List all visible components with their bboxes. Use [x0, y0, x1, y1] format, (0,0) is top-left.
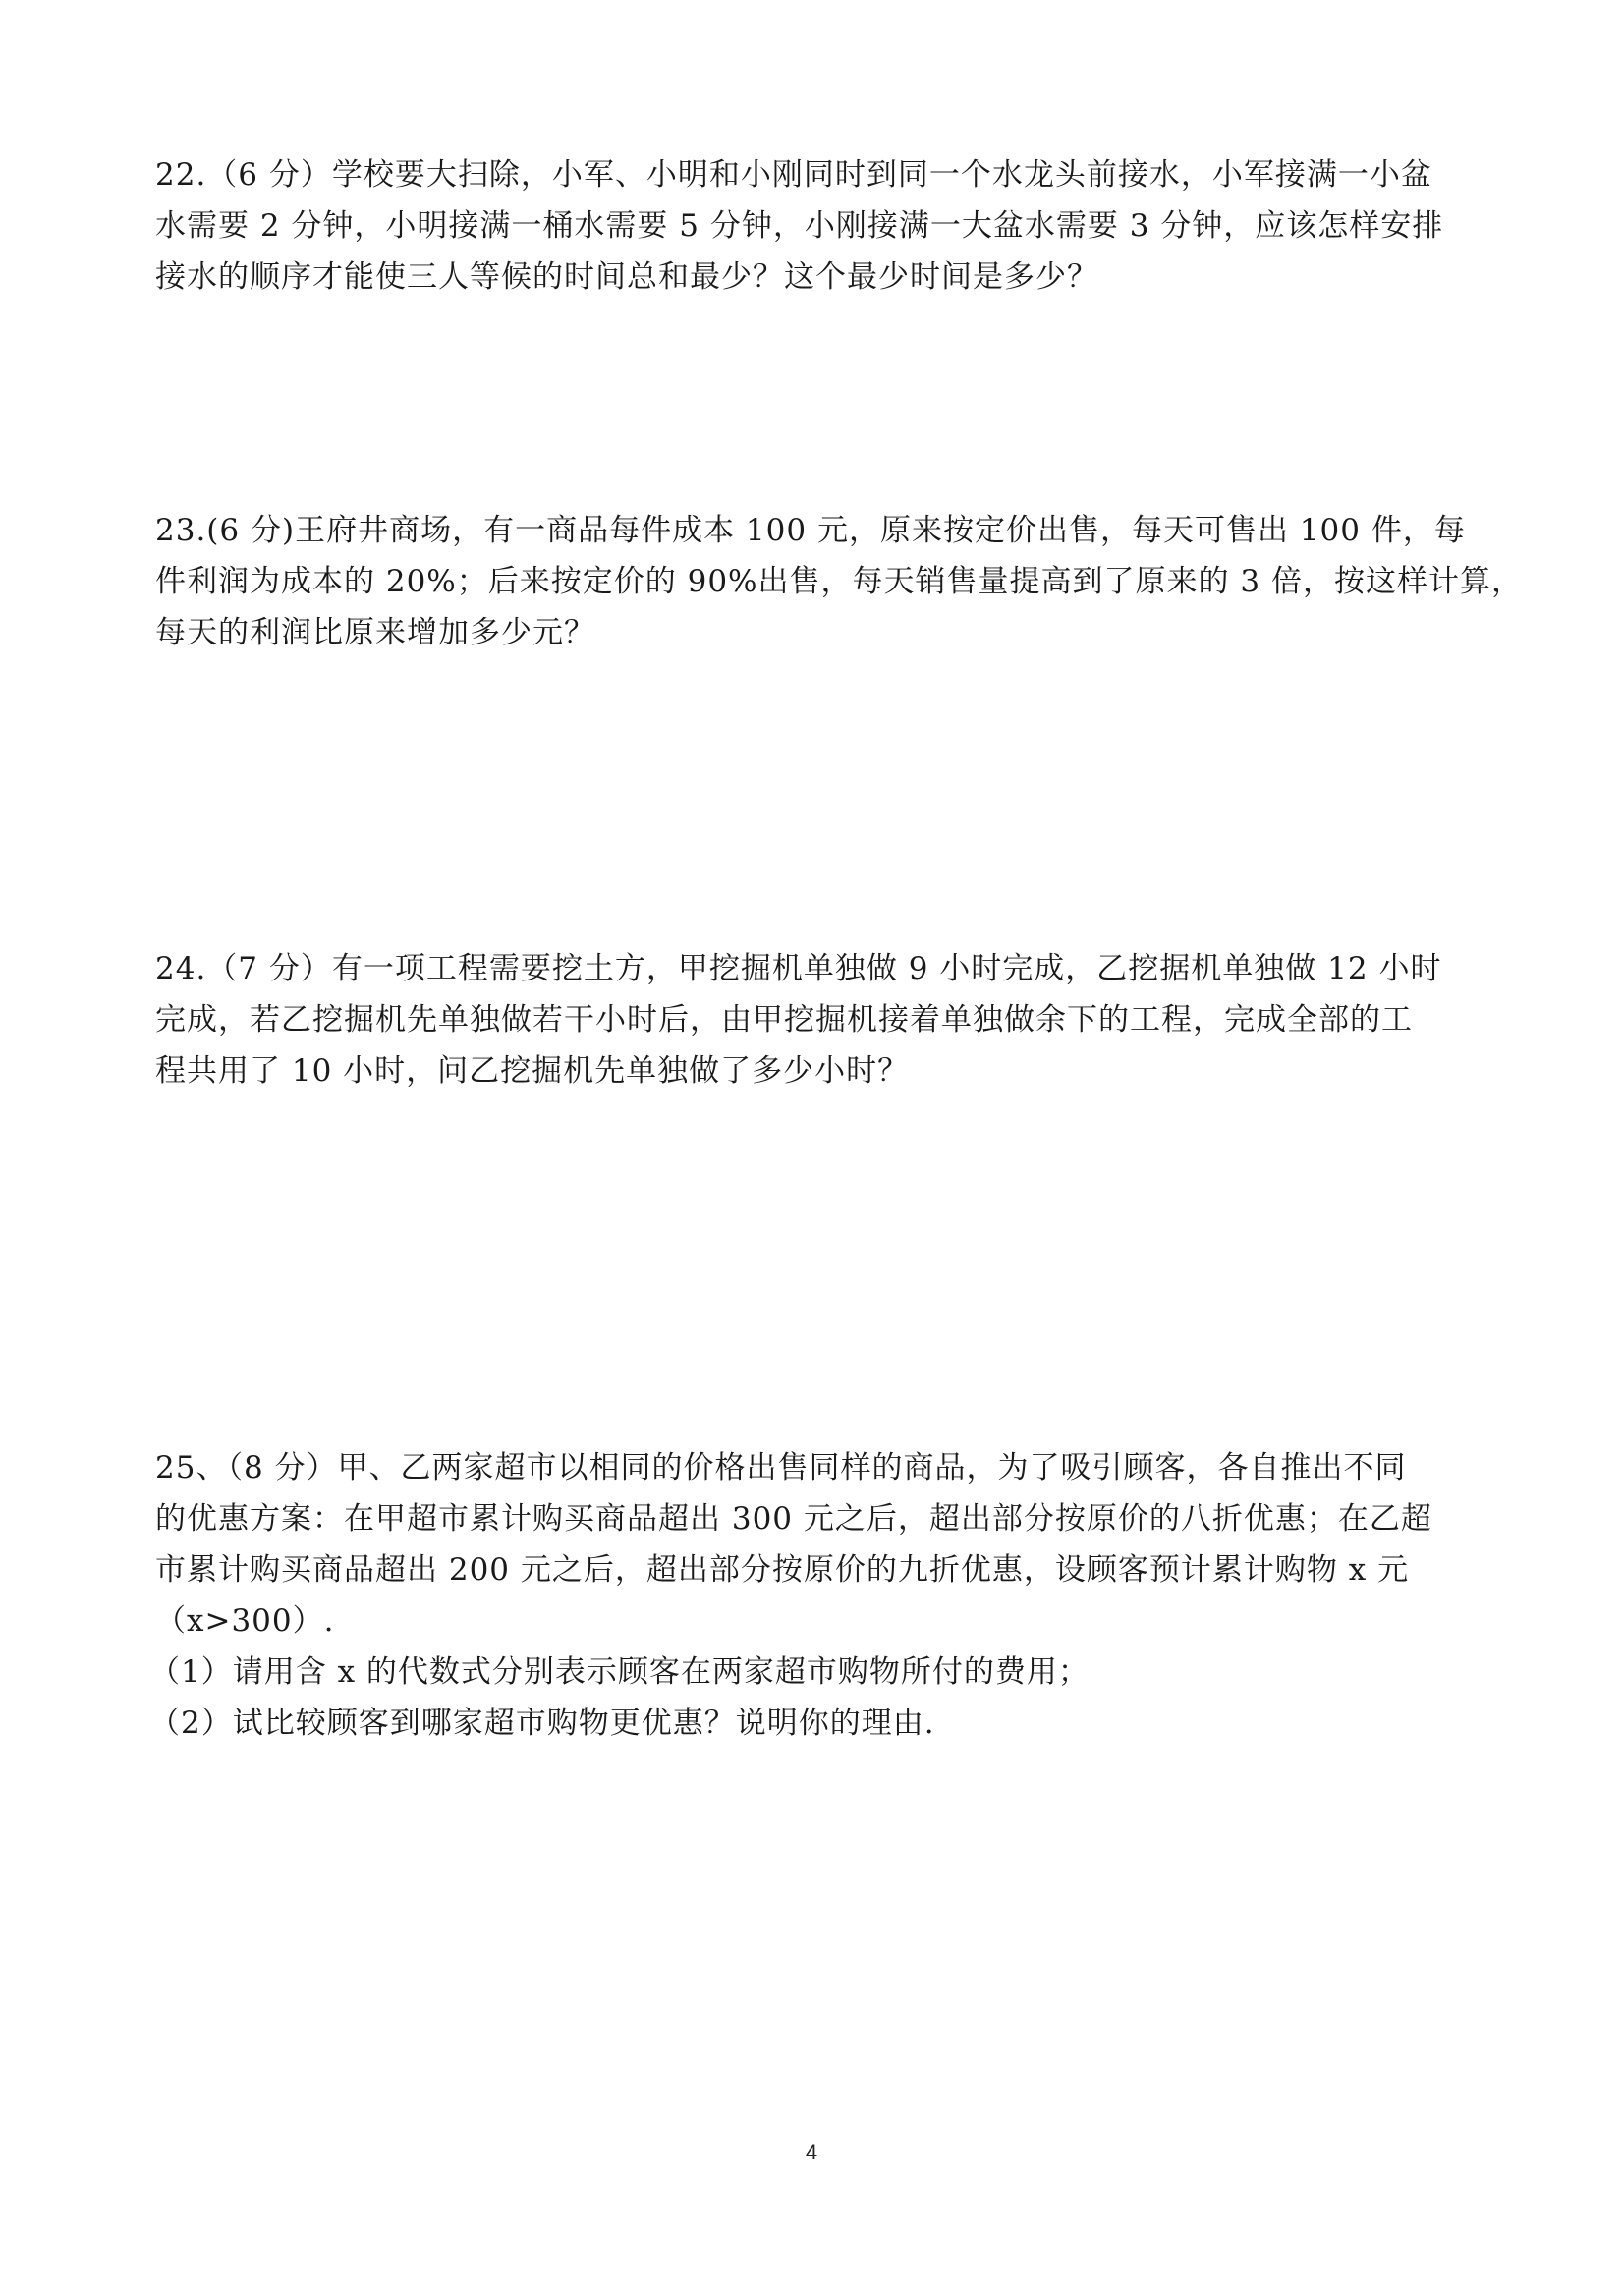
question-line: 程共用了 10 小时，问乙挖掘机先单独做了多少小时？: [155, 1053, 910, 1089]
question-23: [155, 505, 1523, 658]
question-line: 22.（6 分）学校要大扫除，小军、小明和小刚同时到同一个水龙头前接水，小军接满一小盆: [155, 157, 1432, 193]
sub-question-2: （2）试比较顾客到哪家超市购物更优惠？说明你的理由.: [149, 1706, 935, 1741]
question-line: 24.（7 分）有一项工程需要挖土方，甲挖掘机单独做 9 小时完成，乙挖据机单独做 12 小时: [155, 951, 1442, 986]
question-line: 接水的顺序才能使三人等候的时间总和最少？这个最少时间是多少？: [155, 259, 1098, 295]
sub-question-1: （1）请用含 x 的代数式分别表示顾客在两家超市购物所付的费用；: [149, 1654, 1090, 1690]
question-line: 的优惠方案：在甲超市累计购买商品超出 300 元之后，超出部分按原价的八折优惠；在乙超: [155, 1501, 1432, 1537]
question-25: [149, 1442, 1482, 1749]
question-line: 水需要 2 分钟，小明接满一桶水需要 5 分钟，小刚接满一大盆水需要 3 分钟，应该怎样安排: [155, 208, 1444, 244]
question-text: [155, 943, 1482, 1096]
question-text: [155, 149, 1482, 303]
question-text: [155, 505, 1523, 658]
question-line: 市累计购买商品超出 200 元之后，超出部分按原价的九折优惠，设顾客预计累计购物 x 元: [155, 1552, 1410, 1588]
question-24: [155, 943, 1482, 1096]
question-text: [149, 1442, 1482, 1749]
question-22: [155, 149, 1482, 303]
question-line: 件利润为成本的 20%；后来按定价的 90%出售，每天销售量提高到了原来的 3 倍，按这样计算，: [155, 564, 1523, 599]
question-line: 23.(6 分)王府井商场，有一商品每件成本 100 元，原来按定价出售，每天可售出 100 件，每: [155, 513, 1466, 548]
page-number: 4: [805, 2140, 818, 2164]
question-line: 25、（8 分）甲、乙两家超市以相同的价格出售同样的商品，为了吸引顾客，各自推出不同: [155, 1450, 1407, 1485]
question-line: （x>300）.: [155, 1603, 335, 1639]
question-line: 每天的利润比原来增加多少元？: [155, 615, 595, 650]
question-line: 完成，若乙挖掘机先单独做若干小时后，由甲挖掘机接着单独做余下的工程，完成全部的工: [155, 1002, 1413, 1037]
